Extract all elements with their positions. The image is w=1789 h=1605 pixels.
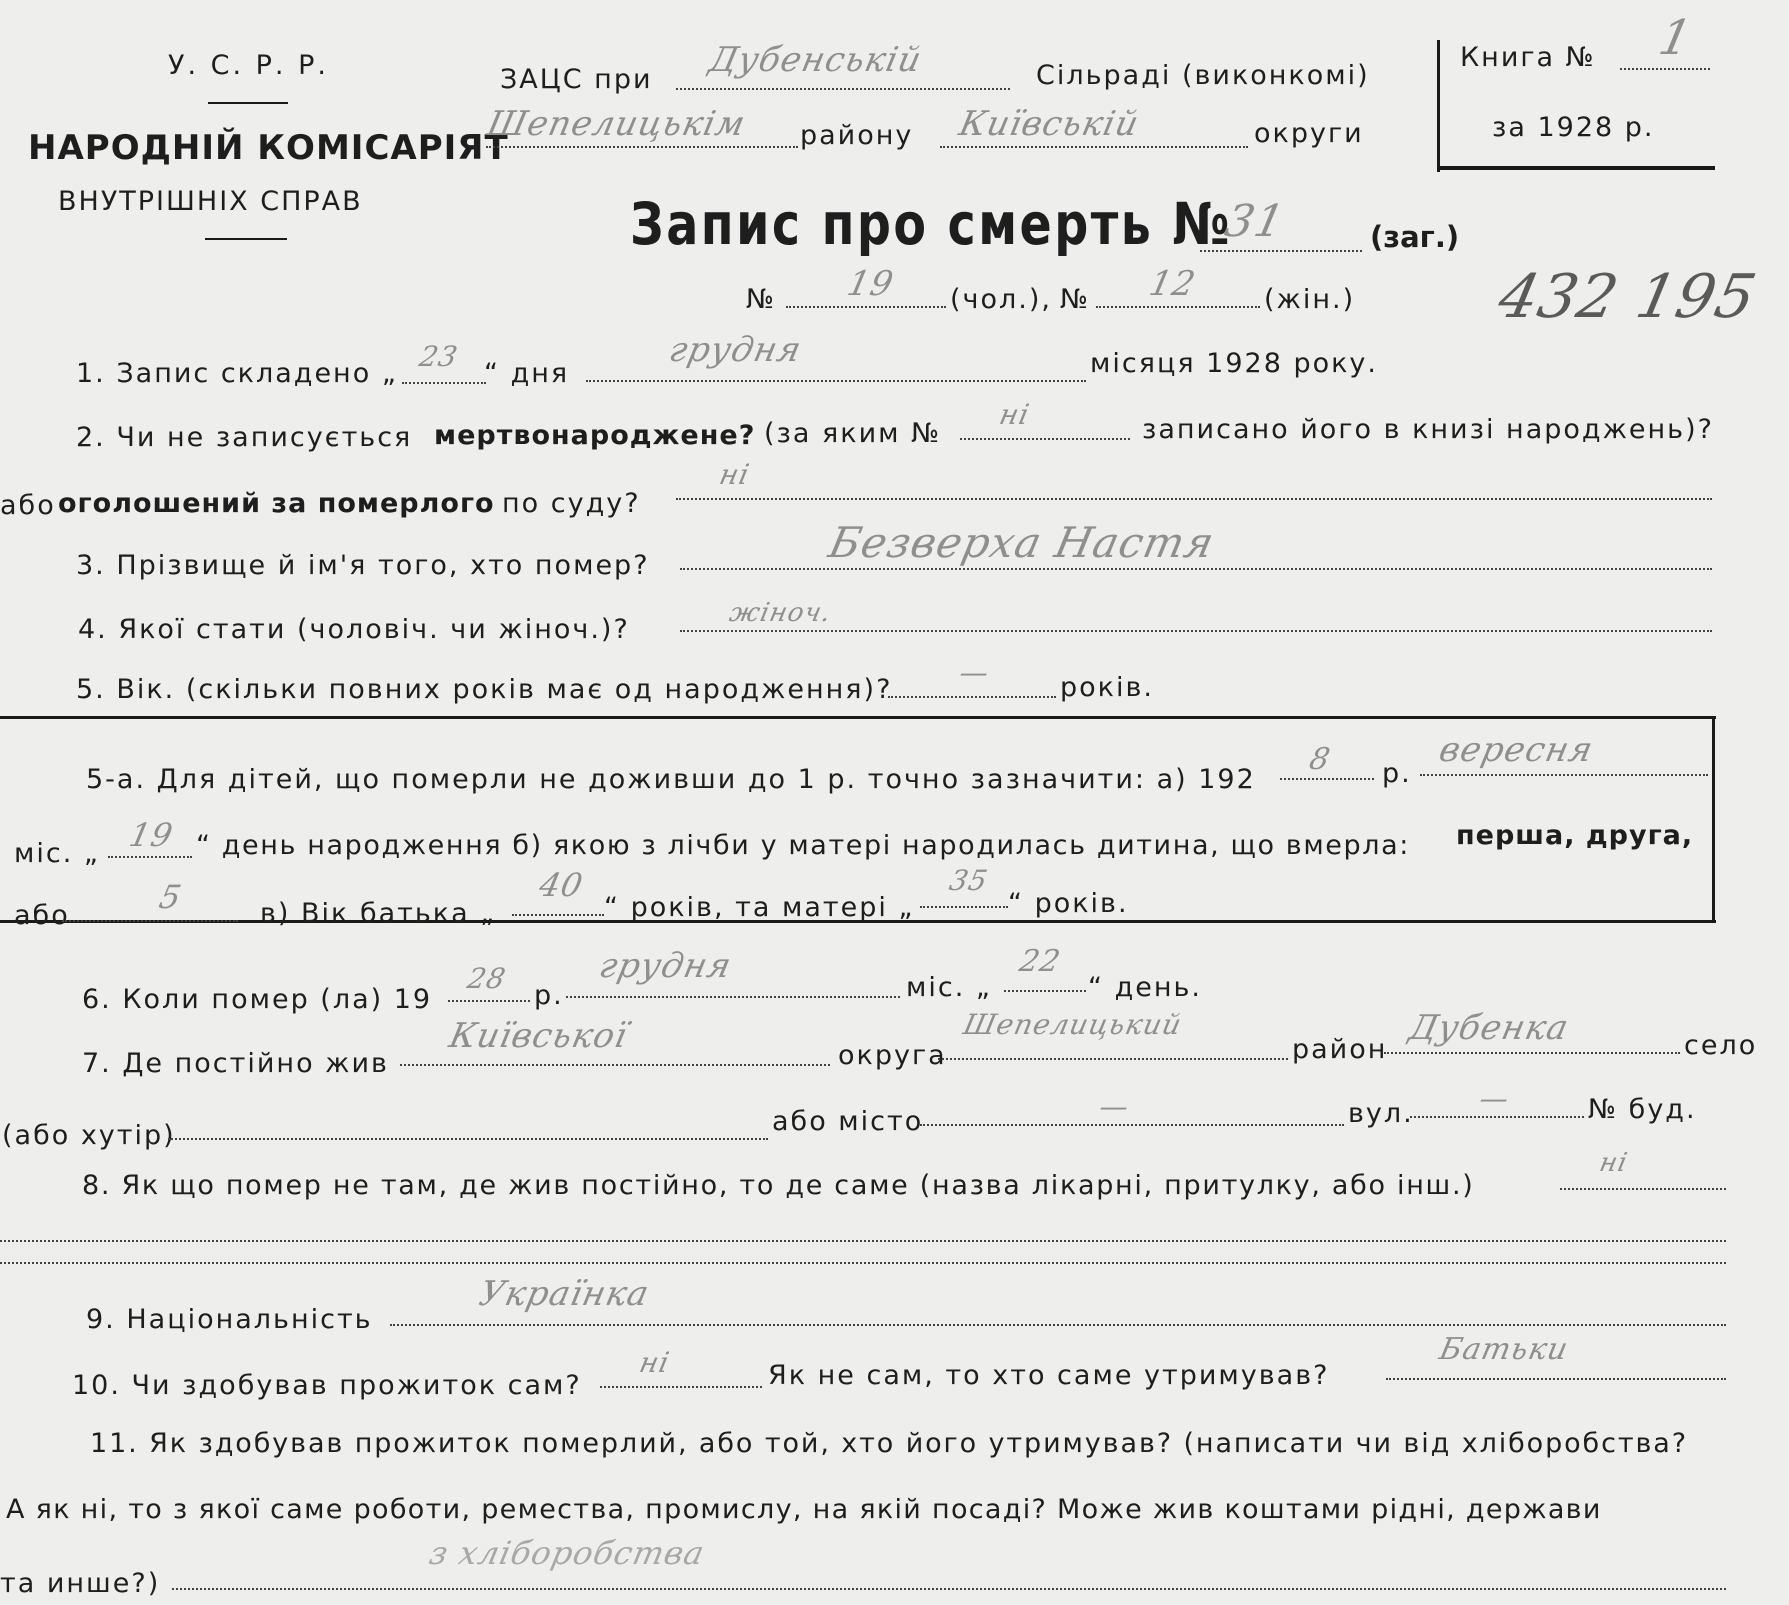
item2-number-line [960,438,1130,440]
village-line [676,88,1010,90]
item2-or: або [0,490,56,521]
item5a-father-line [512,914,604,916]
item8-line-3 [0,1262,1726,1264]
item9-line [390,1324,1726,1326]
district-line [486,146,798,148]
item5a-year-line [1280,778,1374,780]
item7-house-label: № буд. [1588,1094,1697,1125]
margin-note: 432 195 [1492,262,1763,332]
item2-number: ні [996,398,1033,431]
okruha-label: округи [1254,118,1364,149]
item5a-father-label: в) Вік батька „ [260,898,497,929]
item3-label: 3. Прізвище й ім'я того, хто помер? [76,550,650,581]
item9-label: 9. Національність [86,1304,373,1335]
item9-value: Українка [475,1274,654,1314]
item5-line [888,696,1056,698]
item7-raion: Шепелицький [960,1008,1186,1041]
item2-tail: записано його в книзі народжень)? [1142,414,1714,445]
item8-label: 8. Як що помер не там, де жив постійно, то де саме (назва лікарні, притулку, або інш.) [82,1170,1475,1201]
book-line [1620,68,1710,70]
item5a-year: 8 [1306,742,1334,777]
item2-label: 2. Чи не записується [76,422,413,453]
book-label: Книга № [1460,42,1596,73]
item7-khutir: (або хутір) [2,1120,176,1151]
item2-court-line [676,498,1712,500]
item5-years: років. [1060,672,1154,703]
item11-label-2: А як ні, то з якої саме роботи, ремества, промислу, на якій посаді? Може жив коштами рідні, держави [6,1494,1602,1525]
item10-support-label: Як не сам, то хто саме утримував? [768,1360,1330,1391]
item5a-tail: “ років. [1008,888,1129,919]
item7-selo: Дубенка [1405,1008,1573,1048]
department-label: ВНУТРІШНІХ СПРАВ [58,186,363,217]
item1-month-line [586,380,1086,382]
item4-value: жіноч. [726,598,835,628]
book-number: 1 [1654,10,1698,66]
item6-year-suffix: р. [534,980,564,1011]
item5-label: 5. Вік. (скільки повних років має од народження)? [76,674,893,705]
office-suffix: Сільраді (виконкомі) [1036,60,1370,91]
item4-label: 4. Якої стати (чоловіч. чи жіноч.)? [78,614,630,645]
item7-selo-line [1384,1052,1680,1054]
box-5a-top [0,716,1716,719]
office-prefix: ЗАЦС при [500,64,653,95]
item5a-mother-line [920,906,1008,908]
item5a-day: 19 [125,816,177,854]
item11-label-3: та инше?) [0,1568,161,1599]
item1-day: 23 [416,340,462,373]
item10-support: Батьки [1436,1332,1572,1367]
item5-value: — [956,656,993,689]
male-number: 19 [843,264,898,304]
item5a-or: або [14,900,70,931]
item7-okruha-label: округа [838,1040,947,1071]
female-label: (жін.) [1264,284,1356,315]
item7-label: 7. Де постійно жив [82,1048,389,1079]
item2-court: по суду? [502,488,641,519]
item6-year: 28 [464,962,510,995]
letterhead-divider-2 [205,238,287,240]
item8-line-2 [0,1240,1726,1242]
item6-month-label: міс. „ [906,972,992,1003]
item7-city-line [920,1124,1344,1126]
item10-support-line [1386,1378,1726,1380]
village-value: Дубенській [705,40,926,80]
item5a-mother: 35 [946,864,992,897]
item4-line [680,630,1712,632]
item10-line [600,1386,762,1388]
record-number: 31 [1220,196,1290,247]
title-number-line [1200,250,1362,252]
district-value: Шепелицькім [483,104,750,144]
item6-day-line [1004,990,1086,992]
item10-label: 10. Чи здобував прожиток сам? [72,1370,582,1401]
item5a-label: 5-а. Для дітей, що померли не доживши до 1 р. точно зазначити: а) 192 [86,764,1256,795]
item5a-mother-label: “ років, та матері „ [604,892,915,923]
item2-number-label: (за яким № [764,418,942,449]
item5a-year-suffix: р. [1382,758,1412,789]
book-box-left [1437,40,1440,172]
item11-line [172,1588,1726,1590]
item6-year-line [448,1000,530,1002]
district-label: району [800,120,914,151]
item7-khutir-line [168,1138,768,1140]
title-suffix: (заг.) [1370,220,1460,254]
item7-city: — [1096,1090,1133,1123]
female-number: 12 [1145,264,1200,304]
item7-street-label: вул. [1348,1098,1414,1129]
item5a-order-line [62,920,238,922]
male-label: (чол.), [950,284,1052,315]
male-no-line [786,306,946,308]
item5a-month-label: міс. „ [14,838,100,869]
okruha-value: Київській [955,104,1143,144]
box-5a-right [1712,716,1715,922]
letterhead-divider [208,102,288,104]
item7-selo-label: село [1684,1030,1758,1061]
item5a-order: 5 [155,878,186,916]
book-box-bottom [1440,166,1715,170]
item6-day-label: “ день. [1088,972,1202,1003]
item1-label: 1. Запис складено „ [76,358,398,389]
item10-value: ні [636,1346,673,1379]
item8-line [1560,1188,1726,1190]
item2-declared: оголошений за померлого [58,488,495,519]
item11-value: з хліборобства [425,1534,709,1572]
female-no-label: № [1060,284,1091,315]
item5a-birth-label: “ день народження б) якою з лічби у матері народилась дитина, що вмерла: [196,830,1410,861]
male-no-label: № [746,284,777,315]
republic-label: У. С. Р. Р. [168,50,329,81]
item6-label: 6. Коли помер (ла) 19 [82,984,433,1015]
item5a-day-line [108,856,192,858]
item1-month-label: місяця 1928 року. [1090,348,1378,379]
item5a-month-line [1420,774,1708,776]
item6-month-line [566,996,900,998]
item3-line [680,568,1712,570]
item8-value: ні [1596,1148,1631,1178]
item7-street-line [1410,1116,1584,1118]
item6-month: грудня [595,946,736,986]
item7-street: — [1476,1082,1513,1115]
item1-day-label: “ дня [484,358,570,389]
item7-okruha-line [400,1064,830,1066]
item1-day-line [402,382,486,384]
item5a-order-options: перша, друга, [1456,820,1694,851]
item3-value: Безверха Настя [824,518,1219,567]
okruha-line [940,146,1248,148]
item6-day: 22 [1016,944,1064,979]
item2-court-value: ні [716,458,753,491]
item7-raion-label: район [1292,1034,1388,1065]
item7-raion-line [938,1058,1288,1060]
commissariat-label: НАРОДНІЙ КОМІСАРІЯТ [28,128,509,168]
item11-label: 11. Як здобував прожиток померлий, або той, хто його утримував? (написати чи від хліборобства? [90,1428,1688,1459]
book-year: за 1928 р. [1492,112,1655,143]
item7-okruha: Київської [445,1016,632,1056]
item5a-father: 40 [535,866,587,904]
female-no-line [1096,306,1260,308]
item2-stillborn: мертвонароджене? [434,420,756,451]
record-title: Запис про смерть № [630,190,1233,258]
item1-month: грудня [665,330,806,370]
item5a-month: вересня [1435,730,1598,770]
item7-city-label: або місто [772,1106,924,1137]
